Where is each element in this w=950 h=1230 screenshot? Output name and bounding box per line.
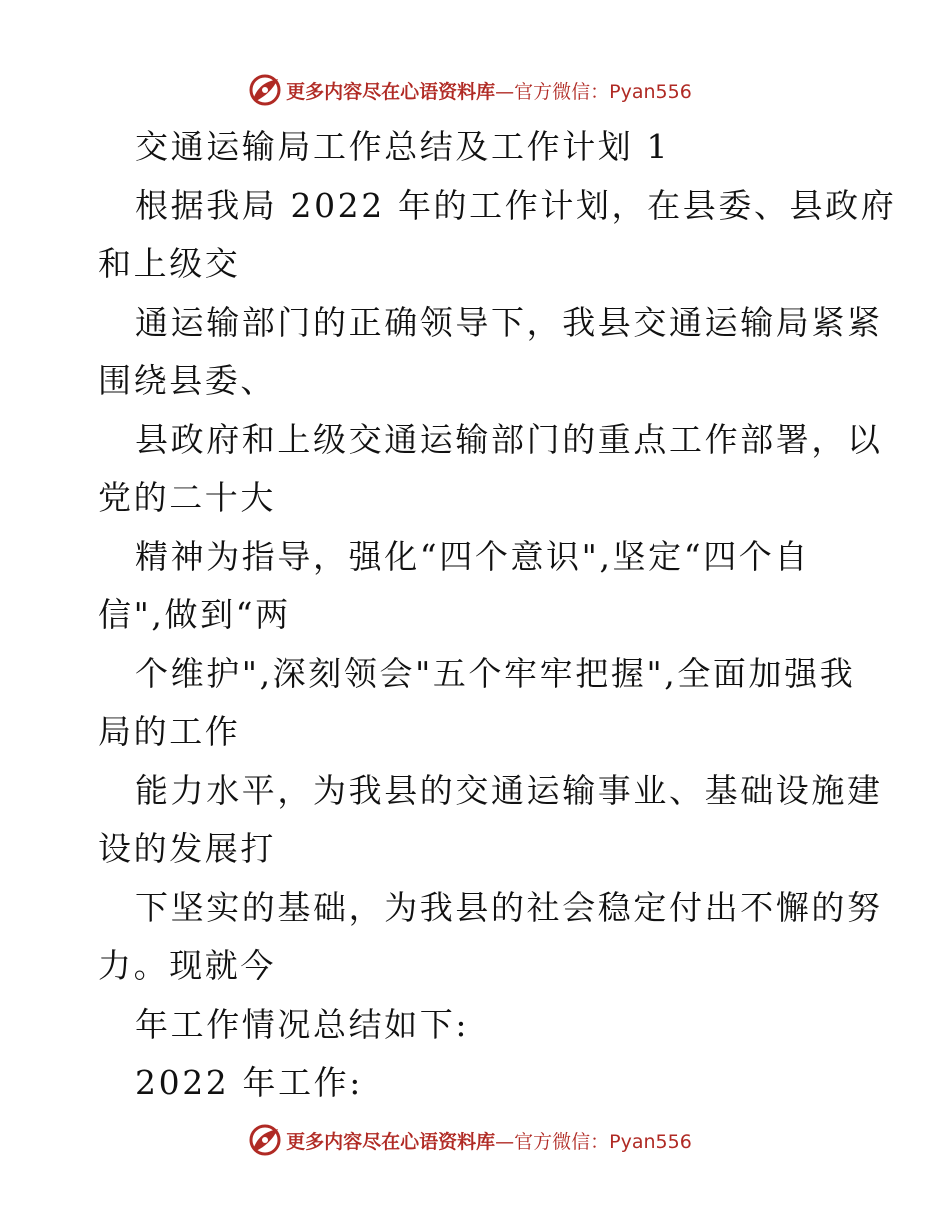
document-line: 力。现就今 bbox=[98, 946, 276, 985]
watermark-contact: —官方微信：Pyan556 bbox=[495, 80, 692, 103]
watermark-contact: —官方微信：Pyan556 bbox=[495, 1130, 692, 1153]
document-line: 围绕县委、 bbox=[98, 361, 276, 400]
document-line: 和上级交 bbox=[98, 244, 241, 283]
document-line: 个维护",深刻领会"五个牢牢把握",全面加强我 bbox=[135, 653, 856, 693]
document-line: 下坚实的基础，为我县的社会稳定付出不懈的努 bbox=[135, 887, 883, 927]
watermark-inner bbox=[248, 73, 692, 107]
document-line: 能力水平，为我县的交通运输事业、基础设施建 bbox=[135, 770, 883, 810]
pen-nib-logo-icon bbox=[248, 1123, 282, 1157]
document-line: 信",做到“两 bbox=[98, 595, 291, 634]
document-line: 精神为指导，强化“四个意识",坚定“四个自 bbox=[135, 536, 811, 576]
document-line: 通运输部门的正确领导下，我县交通运输局紧紧 bbox=[135, 302, 883, 342]
document-line: 县政府和上级交通运输部门的重点工作部署，以 bbox=[135, 419, 883, 459]
watermark-banner-bottom bbox=[0, 1120, 950, 1160]
watermark-banner-top bbox=[0, 70, 950, 110]
document-body bbox=[98, 118, 897, 1113]
pen-nib-logo-icon bbox=[248, 73, 282, 107]
watermark-text: 更多内容尽在心语资料库 bbox=[286, 80, 496, 103]
document-line: 局的工作 bbox=[98, 712, 241, 751]
document-line: 设的发展打 bbox=[98, 829, 276, 868]
document-line: 年工作情况总结如下: bbox=[135, 1004, 470, 1044]
watermark-inner bbox=[248, 1123, 692, 1157]
document-line: 交通运输局工作总结及工作计划 1 bbox=[135, 127, 671, 166]
document-line: 根据我局 2022 年的工作计划，在县委、县政府 bbox=[135, 185, 897, 225]
document-line: 2022 年工作: bbox=[135, 1063, 363, 1102]
watermark-text: 更多内容尽在心语资料库 bbox=[286, 1130, 496, 1153]
document-line: 党的二十大 bbox=[98, 478, 276, 517]
